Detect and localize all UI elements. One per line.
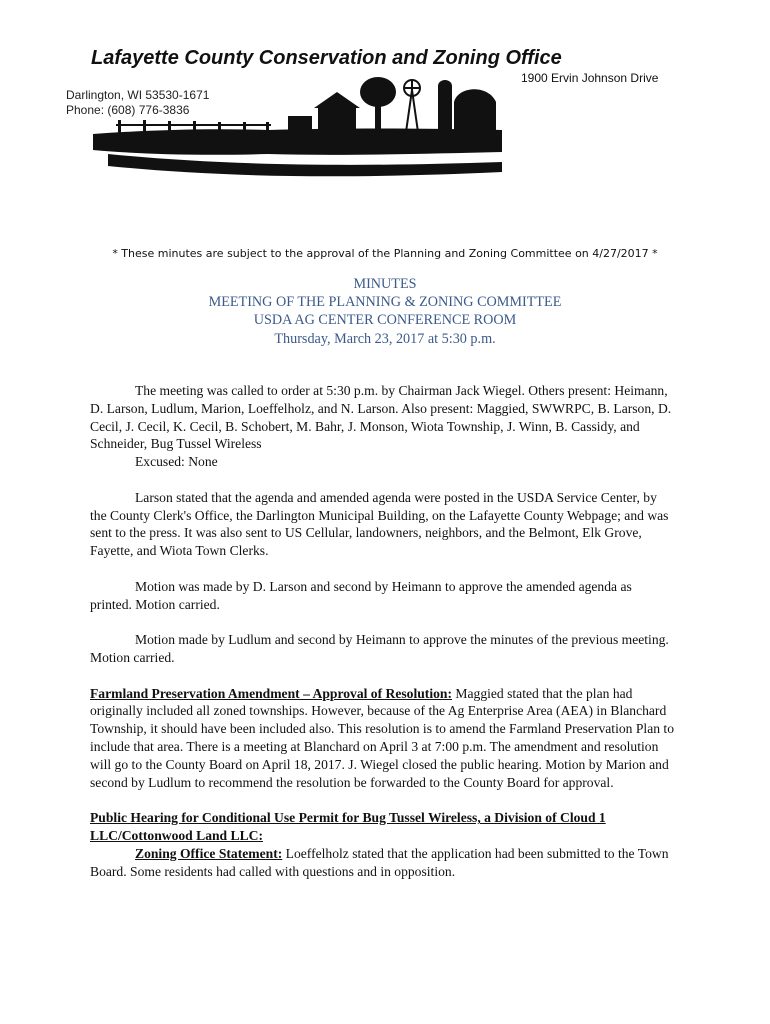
call-to-order-text: The meeting was called to order at 5:30 p.m. by Chairman Jack Wiegel. Others present: Heimann, D. Larson, Ludlum, Marion, Loeffelholz, and N. Larson. Also present: Maggied, SWWRPC, B. Larson, D. Cecil, J. Cecil, K. Cecil, B. Schobert, M. Bahr, J. Monson, Wiota Township, J. Winn, B. Cassidy, and Schneider, Bug Tussel Wireless (90, 383, 672, 452)
address-city: Darlington, WI 53530-1671 (66, 88, 210, 102)
excused-text: Excused: None (135, 454, 218, 470)
heading-minutes: MINUTES (353, 276, 417, 292)
paragraph-excused (90, 453, 675, 471)
agenda-motion-text: Motion was made by D. Larson and second by Heimann to approve the amended agenda as printed. Motion carried. (90, 578, 632, 612)
public-hearing-heading: Public Hearing for Conditional Use Permit for Bug Tussel Wireless, a Division of Cloud 1 LLC/Cottonwood Land LLC: (90, 810, 606, 843)
paragraph-agenda-posting (90, 489, 675, 560)
minutes-body (90, 382, 675, 898)
paragraph-agenda-motion (90, 578, 675, 614)
address-phone: Phone: (608) 776-3836 (66, 103, 190, 117)
zoning-statement-body: Loeffelholz stated that the application had been submitted to the Town Board. Some residents had called with questions and in opposition. (90, 845, 669, 879)
paragraph-minutes-motion (90, 631, 675, 667)
farmland-heading: Farmland Preservation Amendment – Approval of Resolution: (90, 685, 452, 701)
heading-location: USDA AG CENTER CONFERENCE ROOM (253, 312, 517, 329)
farmland-body: Maggied stated that the plan had originally included all zoned townships. However, because of the Ag Enterprise Area (AEA) in Blanchard Township, it should have been included also. This resolution is to amend the Farmland Preservation Plan to include that area. There is a meeting at Blanchard on April 3 at 7:00 p.m. The amendment and resolution will go to the County Board on April 18, 2017. J. Wiegel closed the public hearing. Motion by Marion and second by Ludlum to recommend the resolution be forwarded to the County Board for approval. (90, 685, 674, 790)
address-street: 1900 Ervin Johnson Drive (521, 71, 659, 85)
zoning-statement-heading: Zoning Office Statement: (135, 845, 283, 861)
heading-meeting: MEETING OF THE PLANNING & ZONING COMMITTEE (208, 294, 562, 311)
paragraph-public-hearing (90, 809, 675, 845)
heading-datetime: Thursday, March 23, 2017 at 5:30 p.m. (274, 330, 496, 347)
minutes-motion-text: Motion made by Ludlum and second by Heimann to approve the minutes of the previous meeting. Motion carried. (90, 632, 669, 665)
paragraph-farmland-preservation (90, 685, 675, 792)
paragraph-call-to-order (90, 382, 675, 453)
minutes-heading (0, 275, 770, 348)
approval-notice: * These minutes are subject to the approval of the Planning and Zoning Committee on 4/27/2017 * (112, 247, 658, 260)
paragraph-zoning-statement (90, 845, 675, 881)
org-title: Lafayette County Conservation and Zoning Office (91, 47, 562, 69)
agenda-posting-text: Larson stated that the agenda and amended agenda were posted in the USDA Service Center, by the County Clerk's Office, the Darlington Municipal Building, on the Lafayette County Webpage; and was sent to the press. It was also sent to US Cellular, landowners, neighbors, and the Belmont, Elk Grove, Fayette, and Wiota Town Clerks. (90, 489, 669, 559)
